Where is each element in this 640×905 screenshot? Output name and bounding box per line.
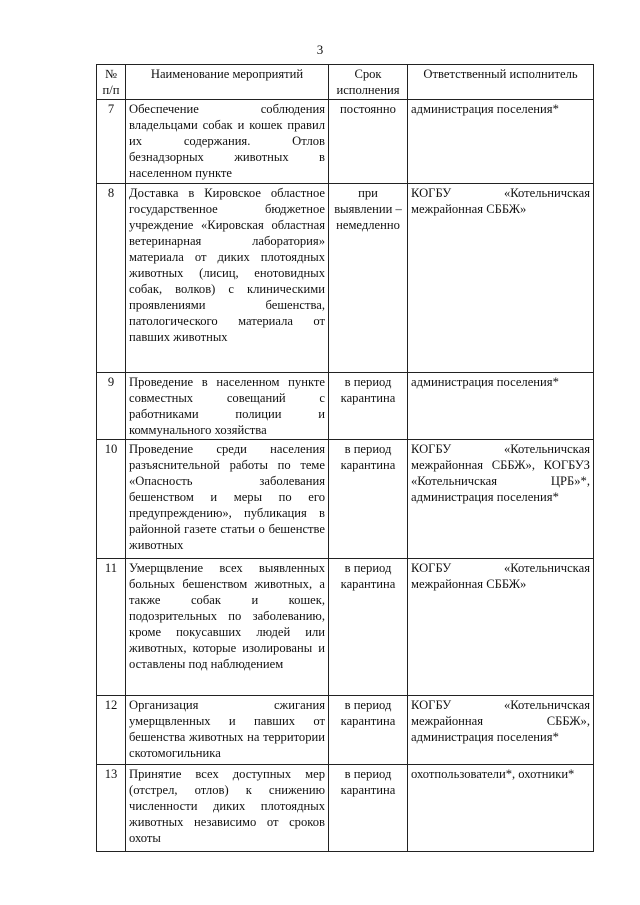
measure-responsible: администрация поселения* [408, 100, 594, 184]
measure-term: в период карантина [329, 765, 408, 852]
header-num: № п/п [97, 65, 126, 100]
table-row [97, 373, 594, 440]
measure-name: Проведение в населенном пункте совместных совещаний с работниками полиции и коммунального хозяйства [126, 373, 329, 440]
measure-responsible: КОГБУ «Котельничская межрайонная СББЖ» [408, 184, 594, 373]
header-term: Срок исполнения [329, 65, 408, 100]
measures-table [96, 64, 594, 852]
measure-name: Умерщвление всех выявленных больных бешенством животных, а также собак и кошек, подозрительных по заболеванию, кроме покусавших людей или животных, которые изолированы и оставлены под наблюдением [126, 559, 329, 696]
header-responsible: Ответственный исполнитель [408, 65, 594, 100]
table-row [97, 440, 594, 559]
table-row [97, 559, 594, 696]
table-header-row [97, 65, 594, 100]
measure-name: Обеспечение соблюдения владельцами собак и кошек правил их содержания. Отлов безнадзорных животных в населенном пункте [126, 100, 329, 184]
table-row [97, 765, 594, 852]
measure-name: Организация сжигания умерщвленных и павших от бешенства животных на территории скотомогильника [126, 696, 329, 765]
table-row [97, 184, 594, 373]
measure-term: постоянно [329, 100, 408, 184]
measure-responsible: охотпользователи*, охотники* [408, 765, 594, 852]
page-number: 3 [316, 42, 324, 57]
table-row [97, 100, 594, 184]
header-name: Наименование мероприятий [126, 65, 329, 100]
measure-term: в период карантина [329, 440, 408, 559]
measure-term: в период карантина [329, 696, 408, 765]
measure-name: Доставка в Кировское областное государственное бюджетное учреждение «Кировская областная ветеринарная лаборатория» материала от диких плотоядных животных (лисиц, енотовидных собак, волков) с клиническими проявлениями бешенства, патологического материала от павших животных [126, 184, 329, 373]
row-number: 12 [97, 696, 126, 765]
measure-name: Принятие всех доступных мер (отстрел, отлов) к снижению численности диких плотоядных животных независимо от сроков охоты [126, 765, 329, 852]
row-number: 13 [97, 765, 126, 852]
measure-name: Проведение среди населения разъяснительной работы по теме «Опасность заболевания бешенством и меры по его предупреждению», публикация в районной газете статьи о бешенстве животных [126, 440, 329, 559]
measure-responsible: КОГБУ «Котельничская межрайонная СББЖ», КОГБУЗ «Котельничская ЦРБ»*, администрация поселения* [408, 440, 594, 559]
table-row [97, 696, 594, 765]
measure-term: в период карантина [329, 559, 408, 696]
row-number: 9 [97, 373, 126, 440]
row-number: 10 [97, 440, 126, 559]
measure-responsible: КОГБУ «Котельничская межрайонная СББЖ» [408, 559, 594, 696]
row-number: 11 [97, 559, 126, 696]
measure-term: в период карантина [329, 373, 408, 440]
measure-responsible: КОГБУ «Котельничская межрайонная СББЖ», администрация поселения* [408, 696, 594, 765]
row-number: 8 [97, 184, 126, 373]
row-number: 7 [97, 100, 126, 184]
measure-responsible: администрация поселения* [408, 373, 594, 440]
measure-term: при выявлении – немедленно [329, 184, 408, 373]
